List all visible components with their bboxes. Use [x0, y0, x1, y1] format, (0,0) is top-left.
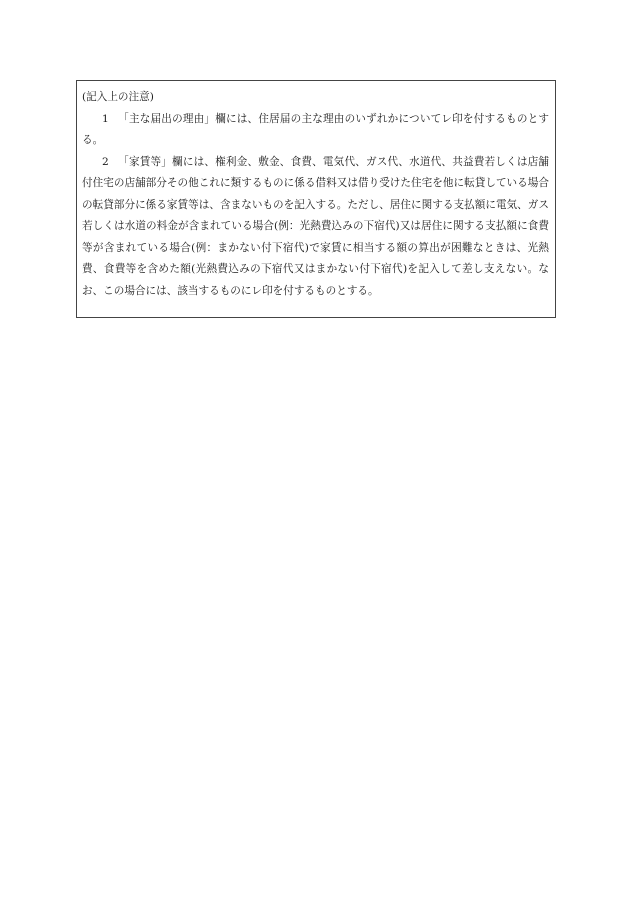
note-number: 1	[102, 112, 109, 125]
note-item-2	[82, 152, 549, 303]
note-number: 2	[102, 155, 109, 168]
note-text: 「家賃等」欄には、権利金、敷金、食費、電気代、ガス代、水道代、共益費若しくは店舗付住宅の店舗部分その他これに類するものに係る借料又は借り受けた住宅を他に転貸している場合の転貸部分に係る家賃等は、含まないものを記入する。ただし、居住に関する支払額に電気、ガス若しくは水道の料金が含まれている場合(例：光熱費込みの下宿代)又は居住に関する支払額に食費等が含まれている場合(例：まかない付下宿代)で家賃に相当する額の算出が困難なときは、光熱費、食費等を含めた額(光熱費込みの下宿代又はまかない付下宿代)を記入して差し支えない。なお、この場合には、該当するものにレ印を付するものとする。	[82, 155, 549, 297]
notes-heading: (記入上の注意)	[82, 91, 154, 103]
notes-box	[76, 80, 556, 318]
note-text: 「主な届出の理由」欄には、住居届の主な理由のいずれかについてレ印を付するものとする。	[82, 112, 549, 146]
note-item-1	[82, 109, 549, 152]
